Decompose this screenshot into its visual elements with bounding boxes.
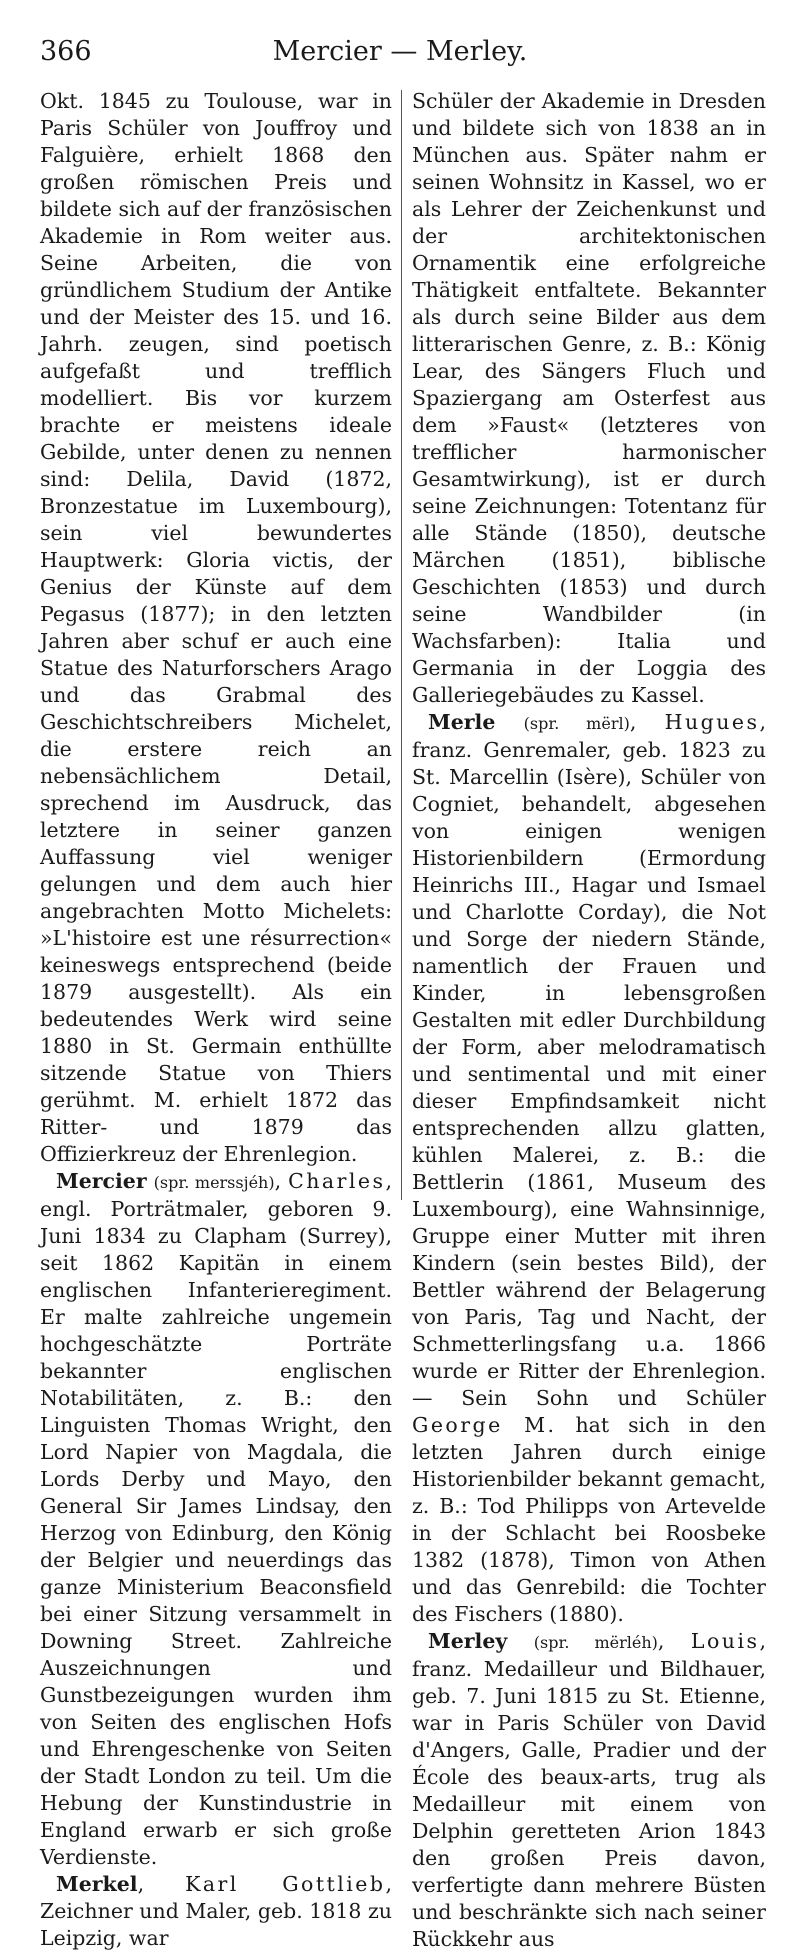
right-column [412,88,766,1953]
text-merley: , franz. Medailleur und Bildhauer, geb. 7. Juni 1815 zu St. Etienne, war in Paris Schüler von David d'Angers, Galle, Pradier und der École des beaux-arts, trug als Medailleur mit einem von Delphin geretteten Arion 1843 den großen Preis davon, verfertigte dann mehrere Büsten und beschränkte sich nach seiner Rückkehr aus [412,1629,766,1951]
entry-merley: Merley (spr. mërléh), Louis, franz. Medailleur und Bildhauer, geb. 7. Juni 1815 zu St. Etienne, war in Paris Schüler von David d'Angers, Galle, Pradier und der École des beaux-arts, trug als Medailleur mit einem von Delphin geretteten Arion 1843 den großen Preis davon, verfertigte dann mehrere Büsten und beschränkte sich nach seiner Rückkehr aus [412,1629,766,1951]
text-merle: , franz. Genremaler, geb. 1823 zu St. Marcellin (Isère), Schüler von Cogniet, behandelt, abgesehen von einigen wenigen Historienbildern (Ermordung Heinrichs III., Hagar und Ismael und Charlotte Corday), die Not und Sorge der niedern Stände, namentlich der Frauen und Kinder, in lebensgroßen Gestalten mit edler Durchbildung der Form, aber melodramatisch und sentimental und mit einer dieser Empfindsamkeit nicht entsprechenden allzu glatten, kühlen Malerei, z. B.: die Bettlerin (1861, Museum des Luxembourg), eine Wahnsinnige, Gruppe einer Mutter mit ihren Kindern (sein bestes Bild), der Bettler während der Belagerung von Paris, Tag und Nacht, der Schmetterlingsfang u.a. 1866 wurde er Ritter der Ehrenlegion. — Sein Sohn und Schüler [412,710,766,1410]
text-mercier: , engl. Porträtmaler, geboren 9. Juni 1834 zu Clapham (Surrey), seit 1862 Kapitän in einem englischen Infanterieregiment. Er malte zahlreiche ungemein hochgeschätzte Porträte bekannter englischen Notabilitäten, z. B.: den Linguisten Thomas Wright, den Lord Napier von Magdala, die Lords Derby und Mayo, den General Sir James Lindsay, den Herzog von Edinburg, den König der Belgier und neuerdings das ganze Ministerium Beaconsfield bei einer Sitzung versammelt in Downing Street. Zahlreiche Auszeichnungen und Gunstbezeigungen wurden ihm von Seiten des englischen Hofs und Ehrengeschenke von Seiten der Stadt London zu teil. Um die Hebung der Kunstindustrie in England erwarb er sich große Verdienste. [40,1169,392,1869]
name-mercier: Charles [288,1169,386,1193]
paragraph-mercie-continued: Okt. 1845 zu Toulouse, war in Paris Schüler von Jouffroy und Falguière, erhielt 1868 den großen römischen Preis und bildete sich auf der französischen Akademie in Rom weiter aus. Seine Arbeiten, die von gründlichem Studium der Antike und der Meister des 15. und 16. Jahrh. zeugen, sind poetisch aufgefaßt und trefflich modelliert. Bis vor kurzem brachte er meistens ideale Gebilde, unter denen zu nennen sind: Delila, David (1872, Bronzestatue im Luxembourg), sein viel bewundertes Hauptwerk: Gloria victis, der Genius der Künste auf dem Pegasus (1877); in den letzten Jahren aber schuf er auch eine Statue des Naturforschers Arago und das Grabmal des Geschichtschreibers Michelet, die erstere reich an nebensächlichem Detail, sprechend im Ausdruck, das letztere in seiner ganzen Auffassung viel weniger gelungen und dem auch hier angebrachten Motto Michelets: »L'histoire est une résurrection« keineswegs entsprechend (beide 1879 ausgestellt). Als ein bedeutendes Werk wird seine 1880 in St. Germain enthüllte sitzende Statue von Thiers gerühmt. M. erhielt 1872 das Ritter- und 1879 das Offizierkreuz der Ehrenlegion. [40,89,392,1166]
page-header [40,36,760,76]
column-divider [401,90,402,1200]
pronunciation-merley: (spr. mërléh) [533,1633,658,1652]
entry-merkel: Merkel, Karl Gottlieb, Zeichner und Maler, geb. 1818 zu Leipzig, war [40,1872,392,1950]
entry-mercier: Mercier (spr. merssjéh), Charles, engl. Porträtmaler, geboren 9. Juni 1834 zu Clapham (Surrey), seit 1862 Kapitän in einem englischen Infanterieregiment. Er malte zahlreiche ungemein hochgeschätzte Porträte bekannter englischen Notabilitäten, z. B.: den Linguisten Thomas Wright, den Lord Napier von Magdala, die Lords Derby und Mayo, den General Sir James Lindsay, den Herzog von Edinburg, den König der Belgier und neuerdings das ganze Ministerium Beaconsfield bei einer Sitzung versammelt in Downing Street. Zahlreiche Auszeichnungen und Gunstbezeigungen wurden ihm von Seiten des englischen Hofs und Ehrengeschenke von Seiten der Stadt London zu teil. Um die Hebung der Kunstindustrie in England erwarb er sich große Verdienste. [40,1169,392,1869]
text-merkel: , Zeichner und Maler, geb. 1818 zu Leipzig, war [40,1872,392,1950]
pronunciation-mercier: (spr. merssjéh) [153,1173,275,1192]
name-merley: Louis [690,1629,760,1653]
entry-merle: Merle (spr. mërl), Hugues, franz. Genremaler, geb. 1823 zu St. Marcellin (Isère), Schüler von Cogniet, behandelt, abgesehen von einigen wenigen Historienbildern (Ermordung Heinrichs III., Hagar und Ismael und Charlotte Corday), die Not und Sorge der niedern Stände, namentlich der Frauen und Kinder, in lebensgroßen Gestalten mit edler Durchbildung der Form, aber melodramatisch und sentimental und mit einer dieser Empfindsamkeit nicht entsprechenden allzu glatten, kühlen Malerei, z. B.: die Bettlerin (1861, Museum des Luxembourg), eine Wahnsinnige, Gruppe einer Mutter mit ihren Kindern (sein bestes Bild), der Bettler während der Belagerung von Paris, Tag und Nacht, der Schmetterlingsfang u.a. 1866 wurde er Ritter der Ehrenlegion. — Sein Sohn und Schüler George M. hat sich in den letzten Jahren durch einige Historienbilder bekannt gemacht, z. B.: Tod Philipps von Artevelde in der Schlacht bei Roosbeke 1382 (1878), Timon von Athen und das Genrebild: die Tochter des Fischers (1880). [412,710,766,1626]
left-column [40,88,392,1952]
headword-merkel: Merkel [56,1872,138,1896]
headword-mercier: Mercier [56,1169,147,1193]
name-george-merle: George M. [412,1413,557,1437]
pronunciation-merle: (spr. mërl) [523,714,630,733]
paragraph-merkel-continued: Schüler der Akademie in Dresden und bildete sich von 1838 an in München aus. Später nahm er seinen Wohnsitz in Kassel, wo er als Lehrer der Zeichenkunst und der architektonischen Ornamentik eine erfolgreiche Thätigkeit entfaltete. Bekannter als durch seine Bilder aus dem litterarischen Genre, z. B.: König Lear, des Sängers Fluch und Spaziergang am Osterfest aus dem »Faust« (letzteres von trefflicher harmonischer Gesamtwirkung), ist er durch seine Zeichnungen: Totentanz für alle Stände (1850), deutsche Märchen (1851), biblische Geschichten (1853) und durch seine Wandbilder (in Wachsfarben): Italia und Germania in der Loggia des Galleriegebäudes zu Kassel. [412,89,766,707]
name-merkel: Karl Gottlieb [185,1872,386,1896]
headword-merle: Merle [428,710,496,734]
page-number: 366 [40,36,92,67]
text-merle-2: hat sich in den letzten Jahren durch einige Historienbilder bekannt gemacht, z. B.: Tod Philipps von Artevelde in der Schlacht bei Roosbeke 1382 (1878), Timon von Athen und das Genrebild: die Tochter des Fischers (1880). [412,1413,766,1626]
running-head: Mercier — Merley. [272,36,528,67]
headword-merley: Merley [428,1629,508,1653]
name-merle: Hugues [664,710,760,734]
